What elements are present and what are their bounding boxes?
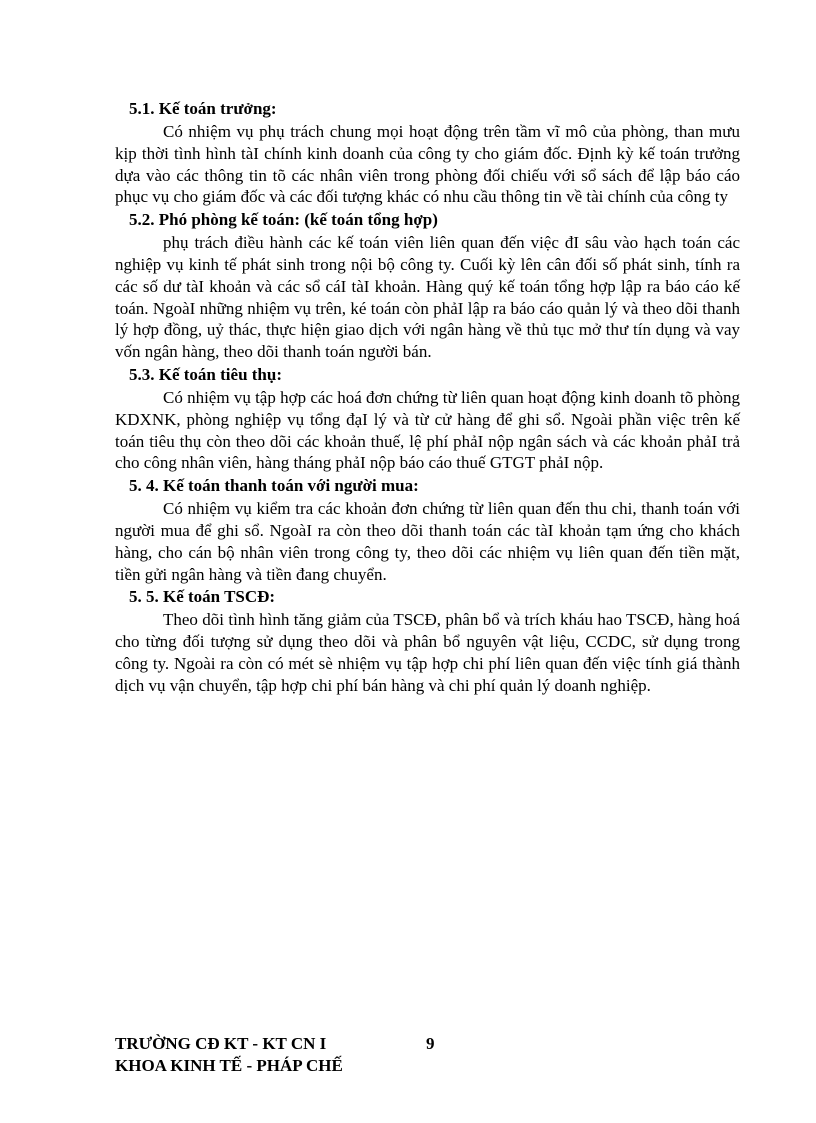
section-5-3 [115,363,740,474]
section-paragraph: Có nhiệm vụ phụ trách chung mọi hoạt động trên tầm vĩ mô của phòng, than mưu kịp thời tình hình tàI chính kinh doanh của công ty cho giám đốc. Định kỳ kế toán trưởng dựa vào các thông tin tõ các nhân viên trong phòng đối chiếu với sổ sách để lập báo cáo phục vụ cho giám đốc và các đối tượng khác có nhu cầu thông tin về tài chính của công ty [115,122,740,207]
section-5-2 [115,208,740,363]
footer-school-name: TRƯỜNG CĐ KT - KT CN I [115,1034,327,1053]
section-5-4 [115,474,740,585]
document-body [115,97,740,697]
section-paragraph: phụ trách điều hành các kế toán viên liên quan đến việc đI sâu vào hạch toán các nghiệp vụ kinh tế phát sinh trong nội bộ công ty. Cuối kỳ lên cân đối số phát sinh, tính ra các số dư tàI khoản và các sổ cáI tàI khoản. Hàng quý kế toán tổng hợp lập ra báo cáo kế toán. NgoàI những nhiệm vụ trên, ké toán còn phảI lập ra báo cáo quản lý và theo dõi thanh lý hợp đồng, uỷ thác, thực hiện giao dịch với ngân hàng về thủ tục mở thư tín dụng và vay vốn ngân hàng, theo dõi thanh toán người bán. [115,233,740,362]
section-heading: 5.2. Phó phòng kế toán: (kế toán tổng hợp) [129,210,438,230]
section-paragraph: Có nhiệm vụ tập hợp các hoá đơn chứng từ liên quan hoạt động kinh doanh tõ phòng KDXNK, phòng nghiệp vụ tổng đạI lý và từ cử hàng để ghi sổ. Ngoài phần việc trên kế toán tiêu thụ còn theo dõi các khoản thuế, lệ phí phảI nộp ngân sách và các khoản phảI trả cho công nhân viên, hàng tháng phảI nộp báo cáo thuế GTGT phảI nộp. [115,387,741,473]
page-number: 9 [426,1034,435,1053]
section-5-5 [115,585,740,696]
section-heading: 5. 4. Kế toán thanh toán với người mua: [129,476,419,496]
section-paragraph: Theo dõi tình hình tăng giảm của TSCĐ, phân bổ và trích kháu hao TSCĐ, hàng hoá cho từng đối tượng sử dụng theo dõi và phân bổ nguyên vật liệu, CCDC, sử dụng trong công ty. Ngoài ra còn có mét sè nhiệm vụ tập hợp chi phí liên quan đến việc tính giá thành dịch vụ vận chuyển, tập hợp chi phí bán hàng và chi phí quản lý doanh nghiệp. [115,610,740,695]
section-paragraph: Có nhiệm vụ kiểm tra các khoản đơn chứng từ liên quan đến thu chi, thanh toán với người mua để ghi sổ. NgoàI ra còn theo dõi thanh toán các tàI khoản tạm ứng cho khách hàng, cho cán bộ nhân viên trong công ty, theo dõi các nhiệm vụ liên quan đến tiền mặt, tiền gửi ngân hàng và tiền đang chuyển. [115,499,740,584]
section-heading: 5. 5. Kế toán TSCĐ: [129,587,276,607]
section-5-1 [115,97,740,208]
section-heading: 5.3. Kế toán tiêu thụ: [129,364,282,384]
section-heading: 5.1. Kế toán trưởng: [129,99,277,118]
page-footer [115,1033,515,1077]
footer-faculty-name: KHOA KINH TẾ - PHÁP CHẾ [115,1056,343,1075]
